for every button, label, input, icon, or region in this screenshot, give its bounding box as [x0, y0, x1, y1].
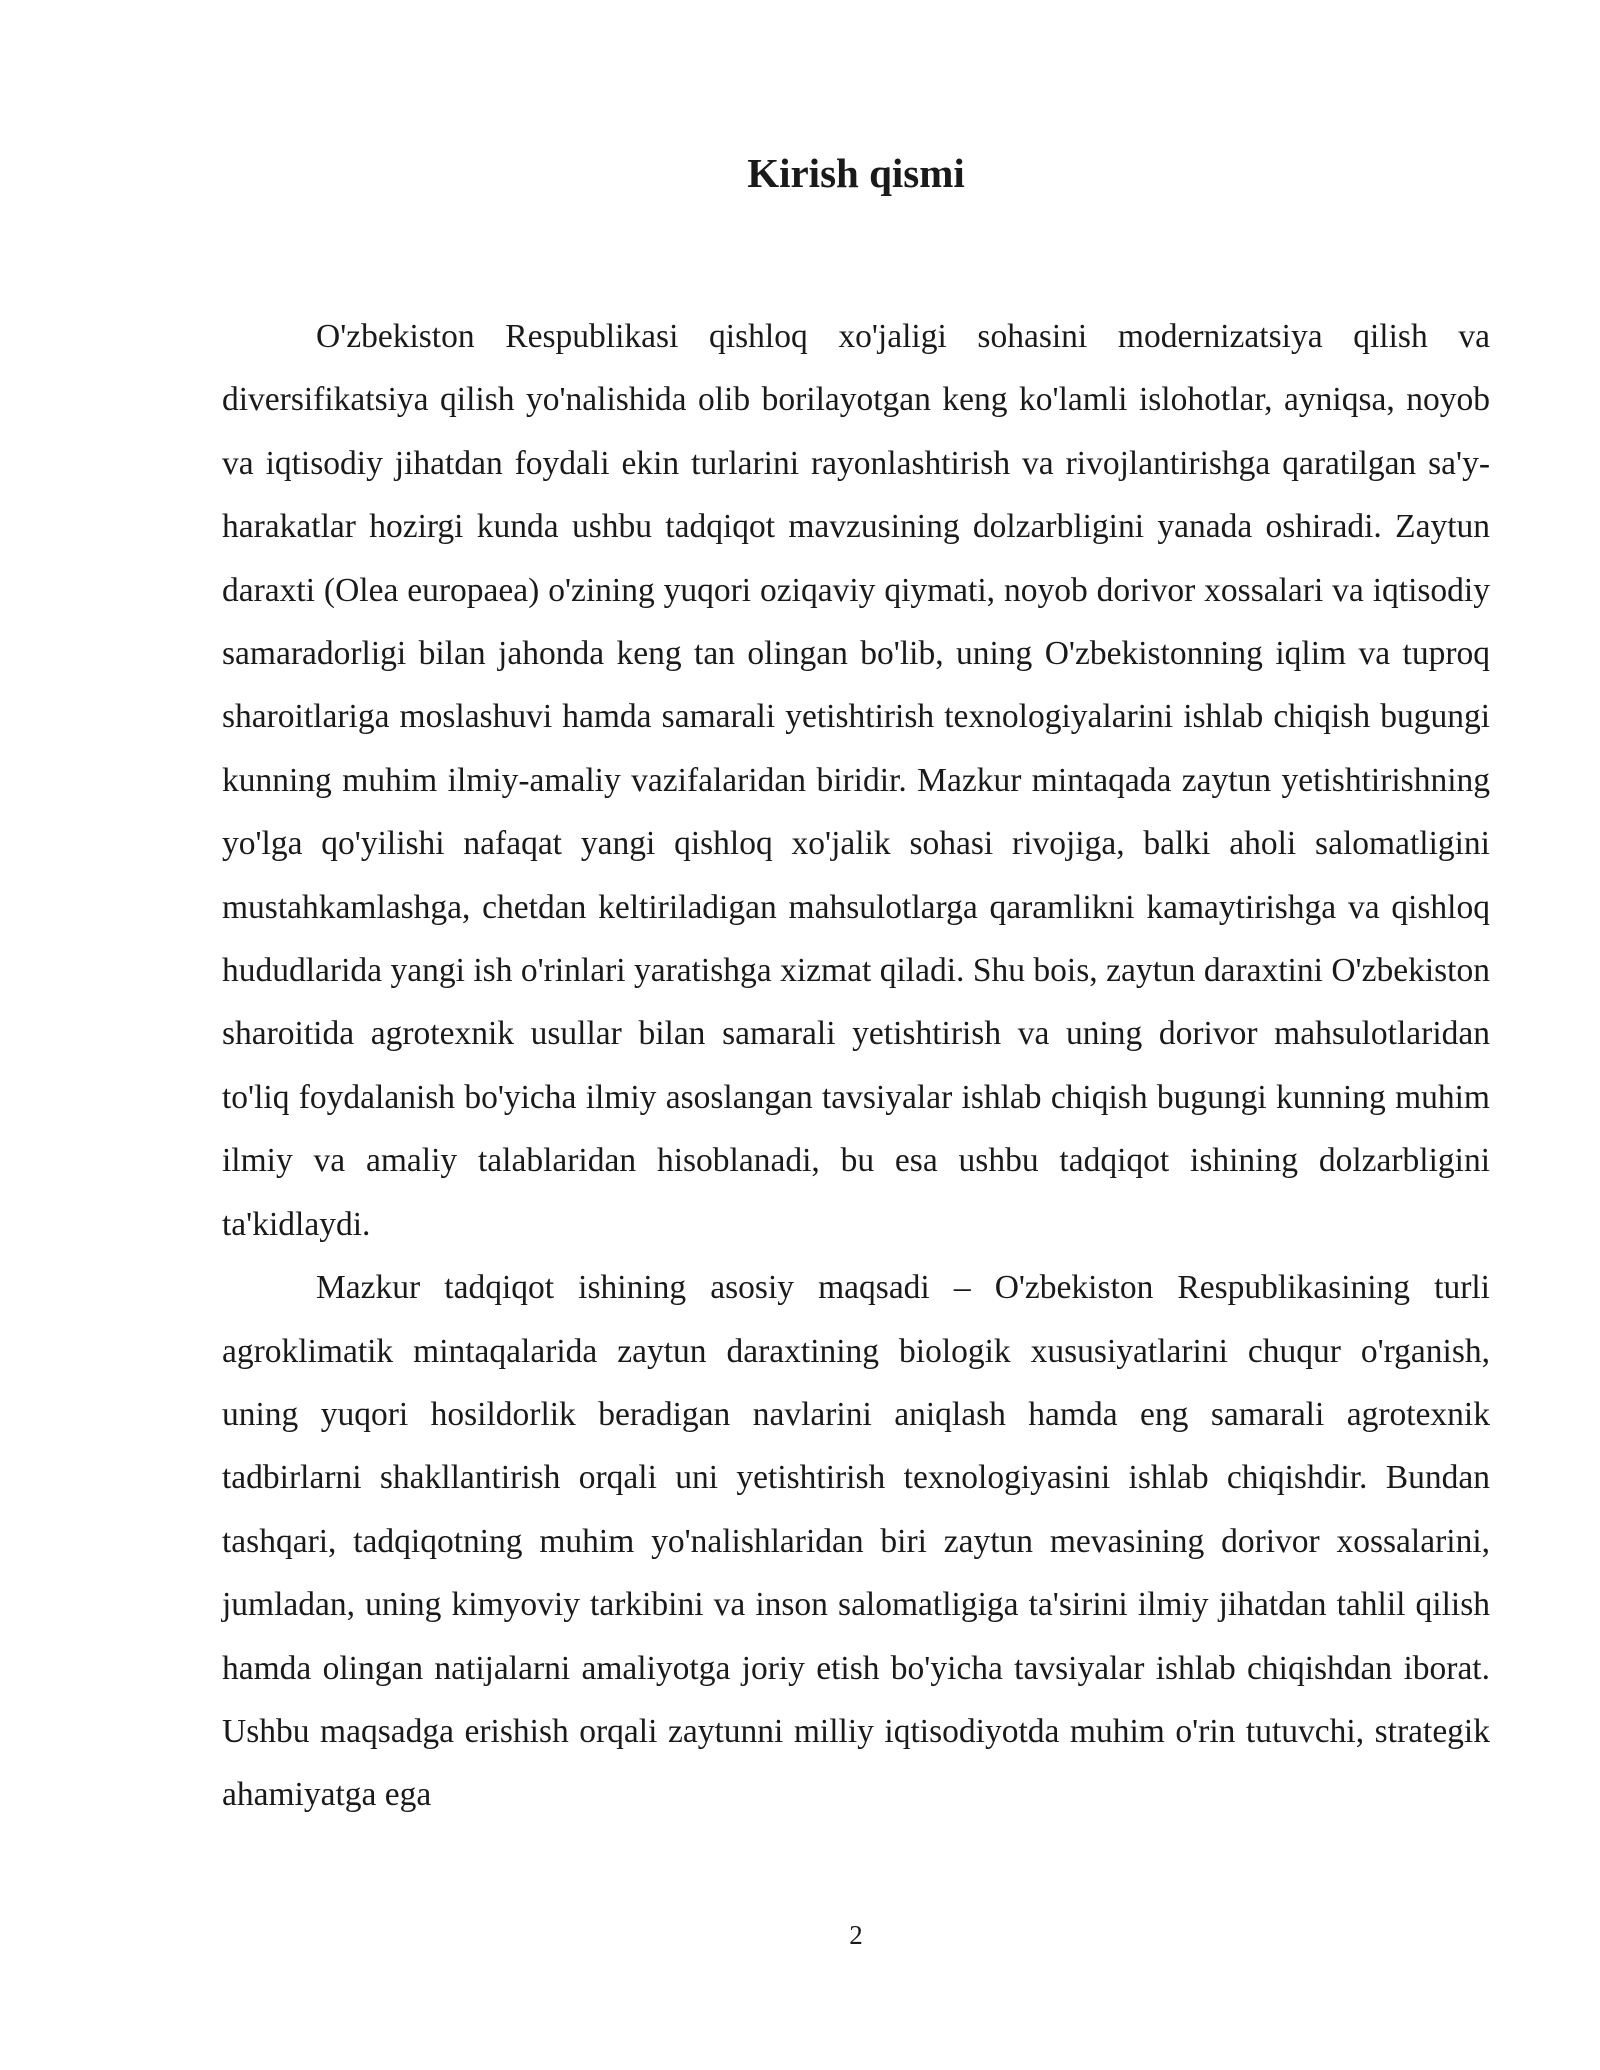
paragraph-goal: Mazkur tadqiqot ishining asosiy maqsadi – O'zbekiston Respublikasining turli agroklimatik mintaqalarida zaytun daraxtining biologik xususiyatlarini chuqur o'rganish, uning yuqori hosildorlik beradigan navlarini aniqlash hamda eng samarali agrotexnik tadbirlarni shakllantirish orqali uni yetishtirish texnologiyasini ishlab chiqishdir. Bundan tashqari, tadqiqotning muhim yo'nalishlaridan biri zaytun mevasining dorivor xossalarini, jumladan, uning kimyoviy tarkibini va inson salomatligiga ta'sirini ilmiy jihatdan tahlil qilish hamda olingan natijalarni amaliyotga joriy etish bo'yicha tavsiyalar ishlab chiqishdan iborat. Ushbu maqsadga erishish orqali zaytunni milliy iqtisodiyotda muhim o'rin tutuvchi, strategik ahamiyatga ega [222, 1269, 1490, 1814]
page-number: 2 [849, 1920, 863, 1950]
page-title: Kirish qismi [747, 150, 965, 196]
body-text [222, 305, 1490, 1827]
paragraph-relevance: O'zbekiston Respublikasi qishloq xo'jaligi sohasini modernizatsiya qilish va diversifikatsiya qilish yo'nalishida olib borilayotgan keng ko'lamli islohotlar, ayniqsa, noyob va iqtisodiy jihatdan foydali ekin turlarini rayonlashtirish va rivojlantirishga qaratilgan sa'y-harakatlar hozirgi kunda ushbu tadqiqot mavzusining dolzarbligini yanada oshiradi. Zaytun daraxti (Olea europaea) o'zining yuqori oziqaviy qiymati, noyob dorivor xossalari va iqtisodiy samaradorligi bilan jahonda keng tan olingan bo'lib, uning O'zbekistonning iqlim va tuproq sharoitlariga moslashuvi hamda samarali yetishtirish texnologiyalarini ishlab chiqish bugungi kunning muhim ilmiy-amaliy vazifalaridan biridir. Mazkur mintaqada zaytun yetishtirishning yo'lga qo'yilishi nafaqat yangi qishloq xo'jalik sohasi rivojiga, balki aholi salomatligini mustahkamlashga, chetdan keltiriladigan mahsulotlarga qaramlikni kamaytirishga va qishloq hududlarida yangi ish o'rinlari yaratishga xizmat qiladi. Shu bois, zaytun daraxtini O'zbekiston sharoitida agrotexnik usullar bilan samarali yetishtirish va uning dorivor mahsulotlaridan to'liq foydalanish bo'yicha ilmiy asoslangan tavsiyalar ishlab chiqish bugungi kunning muhim ilmiy va amaliy talablaridan hisoblanadi, bu esa ushbu tadqiqot ishining dolzarbligini ta'kidlaydi. [222, 318, 1490, 1243]
